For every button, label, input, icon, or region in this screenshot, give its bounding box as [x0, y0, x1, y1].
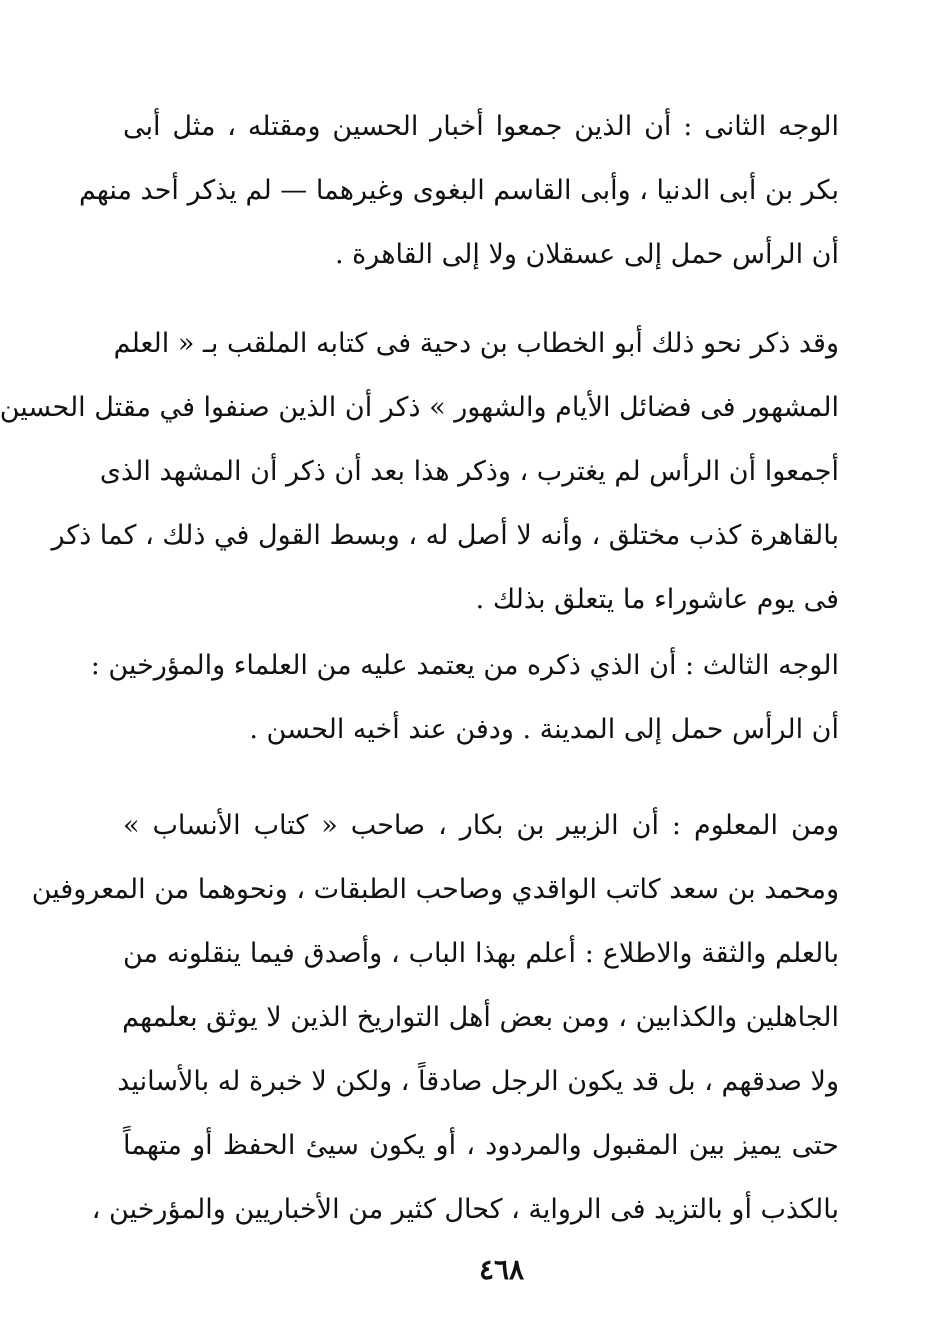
page-number: ٤٦٨: [478, 1253, 525, 1286]
text-line: أجمعوا أن الرأس لم يغترب ، وذكر هذا بعد أن ذكر أن المشهد الذى: [99, 456, 839, 487]
text-line: ولا صدقهم ، بل قد يكون الرجل صادقاً ، ولكن لا خبرة له بالأسانيد: [117, 1066, 839, 1097]
text-line: وقد ذكر نحو ذلك أبو الخطاب بن دحية فى كتابه الملقب بـ « العلم: [113, 328, 839, 359]
text-line: بالعلم والثقة والاطلاع : أعلم بهذا الباب ، وأصدق فيما ينقلونه من: [123, 938, 839, 969]
text-line: الجاهلين والكذابين ، ومن بعض أهل التواريخ الذين لا يوثق بعلمهم: [122, 1002, 839, 1033]
paragraph-third-aspect: [90, 634, 839, 762]
text-line: أن الرأس حمل إلى المدينة . ودفن عند أخيه الحسن .: [249, 714, 839, 745]
text-line: فى يوم عاشوراء ما يتعلق بذلك .: [475, 584, 839, 615]
text-line: حتى يميز بين المقبول والمردود ، أو يكون سيئ الحفظ أو متهماً: [123, 1130, 839, 1161]
text-line: المشهور فى فضائل الأيام والشهور » ذكر أن الذين صنفوا في مقتل الحسين: [0, 392, 839, 423]
text-line: بالقاهرة كذب مختلق ، وأنه لا أصل له ، وبسط القول في ذلك ، كما ذكر: [51, 520, 839, 551]
paragraph-known-scholars: [31, 794, 839, 1242]
text-line: بكر بن أبى الدنيا ، وأبى القاسم البغوى وغيرهما — لم يذكر أحد منهم: [78, 175, 839, 206]
text-line: أن الرأس حمل إلى عسقلان ولا إلى القاهرة .: [335, 239, 839, 270]
text-line: الوجه الثانى : أن الذين جمعوا أخبار الحسين ومقتله ، مثل أبى: [123, 111, 839, 142]
text-line: ومحمد بن سعد كاتب الواقدي وصاحب الطبقات ، ونحوهما من المعروفين: [31, 874, 839, 905]
text-line: ومن المعلوم : أن الزبير بن بكار ، صاحب « كتاب الأنساب »: [123, 810, 839, 841]
paragraph-second-aspect: [78, 95, 839, 287]
paragraph-ibn-dihya: [0, 312, 839, 632]
text-line: بالكذب أو بالتزيد فى الرواية ، كحال كثير من الأخباريين والمؤرخين ،: [91, 1194, 839, 1225]
text-line: الوجه الثالث : أن الذي ذكره من يعتمد عليه من العلماء والمؤرخين :: [90, 650, 839, 681]
